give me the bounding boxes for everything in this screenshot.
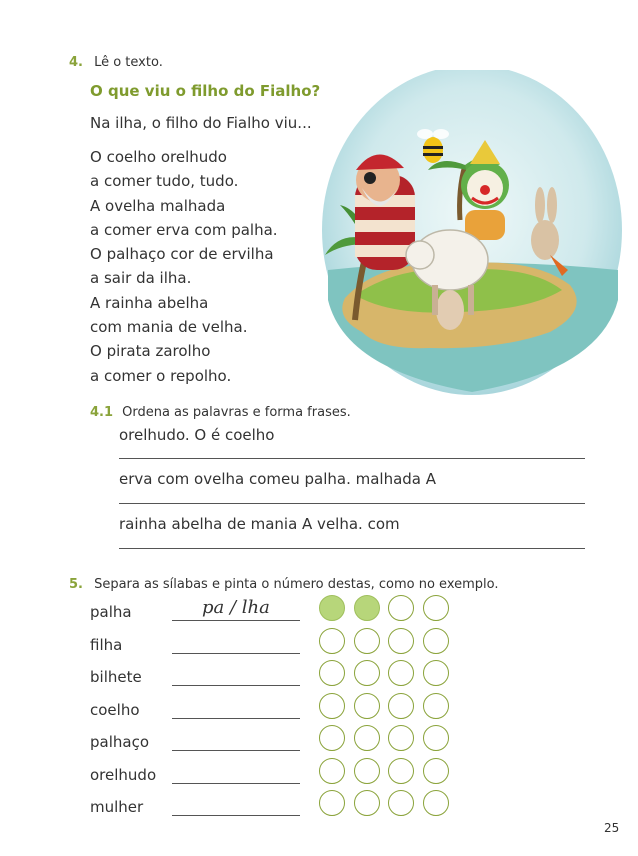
question-number: 4.1 xyxy=(90,405,114,420)
syllable-count-circle[interactable] xyxy=(388,758,414,784)
syllable-count-circle[interactable] xyxy=(423,595,449,621)
syllable-word: filha xyxy=(90,635,123,654)
page-number: 25 xyxy=(604,821,620,835)
poem-line: a comer o repolho. xyxy=(90,366,232,385)
syllable-count-circle[interactable] xyxy=(319,595,345,621)
poem-line: a comer tudo, tudo. xyxy=(90,172,239,191)
syllable-word: mulher xyxy=(90,798,144,816)
syllable-count-circle[interactable] xyxy=(354,660,380,686)
example-answer: pa / lha xyxy=(202,597,270,618)
syllable-answer-line[interactable] xyxy=(172,718,300,719)
poem-line: a comer erva com palha. xyxy=(90,220,278,239)
question-number: 4. xyxy=(69,55,83,70)
syllable-count-circle[interactable] xyxy=(423,628,449,654)
syllable-count-circle[interactable] xyxy=(354,595,380,621)
syllable-count-circle[interactable] xyxy=(354,628,380,654)
island-illustration xyxy=(300,70,630,405)
poem xyxy=(90,145,278,388)
syllable-count-circle[interactable] xyxy=(319,660,345,686)
syllable-count-circle[interactable] xyxy=(354,725,380,751)
syllable-count-circle[interactable] xyxy=(319,758,345,784)
poem-line: A rainha abelha xyxy=(90,293,209,312)
question-instruction: Ordena as palavras e forma frases. xyxy=(122,405,351,420)
syllable-count-circle[interactable] xyxy=(423,660,449,686)
answer-line-3[interactable] xyxy=(119,548,585,549)
syllable-count-circle[interactable] xyxy=(388,693,414,719)
poem-line: O palhaço cor de ervilha xyxy=(90,245,274,264)
text-title: O que viu o filho do Fialho? xyxy=(90,82,321,100)
poem-line: a sair da ilha. xyxy=(90,269,192,288)
text-intro: Na ilha, o filho do Fialho viu... xyxy=(90,114,312,132)
syllable-answer-line[interactable] xyxy=(172,750,300,751)
syllable-word: palhaço xyxy=(90,733,150,751)
syllable-count-circle[interactable] xyxy=(354,693,380,719)
syllable-word: orelhudo xyxy=(90,765,157,784)
answer-line-2[interactable] xyxy=(119,503,585,504)
question-instruction: Separa as sílabas e pinta o número destas, como no exemplo. xyxy=(94,577,499,592)
poem-line: com mania de velha. xyxy=(90,318,248,337)
scrambled-sentence-3: rainha abelha de mania A velha. com xyxy=(119,515,400,533)
syllable-count-circle[interactable] xyxy=(388,725,414,751)
syllable-count-circle[interactable] xyxy=(423,725,449,751)
question-4-1-header xyxy=(90,401,351,420)
syllable-count-circle[interactable] xyxy=(423,758,449,784)
scrambled-sentence-1: orelhudo. O é coelho xyxy=(119,426,275,444)
syllable-count-circle[interactable] xyxy=(388,790,414,816)
answer-line-1[interactable] xyxy=(119,458,585,459)
syllable-answer-line[interactable] xyxy=(172,685,300,686)
syllable-count-circle[interactable] xyxy=(388,660,414,686)
poem-line: O pirata zarolho xyxy=(90,342,211,361)
syllable-count-circle[interactable] xyxy=(388,595,414,621)
syllable-word: coelho xyxy=(90,700,140,719)
syllable-count-circle[interactable] xyxy=(319,693,345,719)
question-5-header xyxy=(69,573,499,592)
syllable-word: bilhete xyxy=(90,668,142,686)
syllable-answer-line[interactable] xyxy=(172,620,300,621)
poem-line: O coelho orelhudo xyxy=(90,148,227,166)
question-4-header xyxy=(69,51,163,70)
syllable-count-circle[interactable] xyxy=(319,790,345,816)
syllable-count-circle[interactable] xyxy=(423,693,449,719)
syllable-count-circle[interactable] xyxy=(354,790,380,816)
syllable-count-circle[interactable] xyxy=(319,628,345,654)
question-instruction: Lê o texto. xyxy=(94,55,163,70)
syllable-count-circle[interactable] xyxy=(319,725,345,751)
poem-line: A ovelha malhada xyxy=(90,196,226,215)
syllable-answer-line[interactable] xyxy=(172,815,300,816)
syllable-count-circle[interactable] xyxy=(388,628,414,654)
question-number: 5. xyxy=(69,577,83,592)
syllable-count-circle[interactable] xyxy=(354,758,380,784)
syllable-answer-line[interactable] xyxy=(172,783,300,784)
syllable-answer-line[interactable] xyxy=(172,653,300,654)
scrambled-sentence-2: erva com ovelha comeu palha. malhada A xyxy=(119,470,437,488)
syllable-word: palha xyxy=(90,603,132,621)
syllable-count-circle[interactable] xyxy=(423,790,449,816)
